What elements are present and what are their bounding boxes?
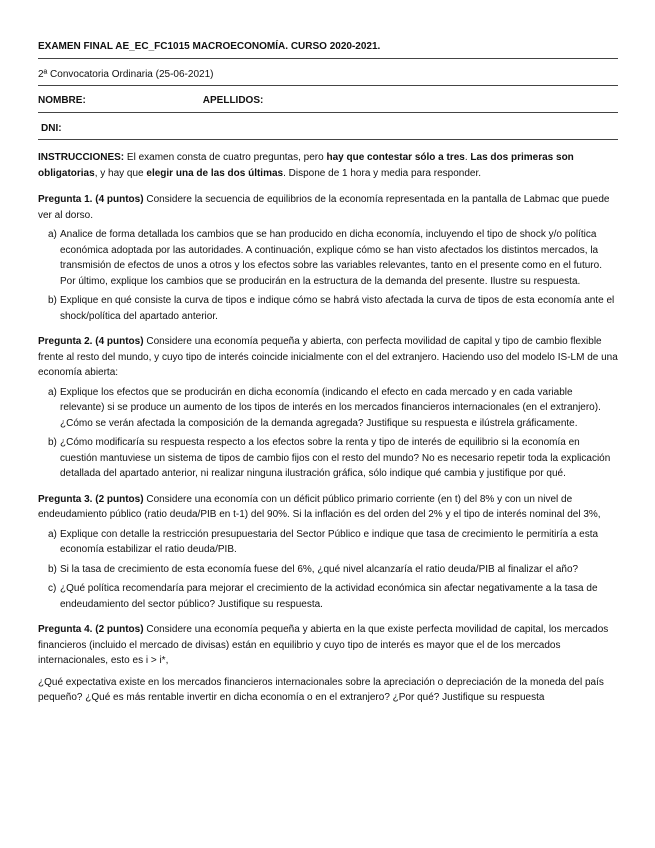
question-1-items <box>38 227 618 324</box>
apellidos-label: APELLIDOS: <box>202 95 264 106</box>
list-item: a) Analice de forma detallada los cambios que se han producido en dicha economía, incluyendo el tipo de shock y/o política económica adoptada por las autoridades. A continuación, explique cómo se han visto afectados los distintos mercados, la transmisión de efectos de unos a otros y los efectos sobre las variables relevantes, tanto en el presente como en el futuro. Por último, explique los cambios que se producirán en la estructura de la demanda del presente. Ilustre su respuesta. <box>48 229 602 287</box>
exam-convocatoria: 2ª Convocatoria Ordinaria (25-06-2021) <box>38 66 618 87</box>
exam-page <box>38 38 618 706</box>
question-1: Pregunta 1. (4 puntos) Considere la secuencia de equilibrios de la economía representada en la pantalla de Labmac que puede ver al dorso. <box>38 194 610 221</box>
question-2: Pregunta 2. (4 puntos) Considere una economía pequeña y abierta, con perfecta movilidad de capital y tipo de cambio flexible frente al resto del mundo, y cuyo tipo de interés coincide inicialmente con el del extranjero. Haciendo uso del modelo IS-LM de una economía abierta: <box>38 336 618 378</box>
question-2-items <box>38 385 618 482</box>
list-item: b) Explique en qué consiste la curva de tipos e indique cómo se habrá visto afectada la curva de tipos de esta economía ante el shock/política del apartado anterior. <box>48 295 615 322</box>
nombre-label: NOMBRE: <box>38 95 86 106</box>
exam-title: EXAMEN FINAL AE_EC_FC1015 MACROECONOMÍA. CURSO 2020-2021. <box>38 38 618 59</box>
list-item: b) ¿Cómo modificaría su respuesta respecto a los efectos sobre la renta y tipo de interés de equilibrio si la economía en cuestión mantuviese un sistema de tipos de cambio fijos con el resto del mundo? No es necesario repetir toda la explicación detallada del apartado anterior, ni realizar ninguna ilustración gráfica, sólo indique qué cambia y justifique por qué. <box>48 437 611 479</box>
question-4-followup: ¿Qué expectativa existe en los mercados financieros internacionales sobre la apreciación o depreciación de la moneda del país pequeño? ¿Qué es más rentable invertir en dicha economía o en el extranjero? ¿Por qué? Justifique su respuesta <box>38 676 604 703</box>
dni-row <box>38 120 618 141</box>
question-3-items <box>38 527 618 613</box>
question-4: Pregunta 4. (2 puntos) Considere una economía pequeña y abierta en la que existe perfecta movilidad de capital, los mercados financieros (incluido el mercado de divisas) están en equilibrio y cuyo tipo de interés es mayor que el de los mercados internacionales, esto es i > i*, <box>38 624 609 666</box>
list-item: c) ¿Qué política recomendaría para mejorar el crecimiento de la actividad económica sin afectar negativamente a la tasa de endeudamiento del sector público? Justifique su respuesta. <box>48 583 598 610</box>
instructions: INSTRUCCIONES: El examen consta de cuatro preguntas, pero hay que contestar sólo a tres. Las dos primeras son obligatorias, y hay que elegir una de las dos últimas. Dispone de 1 hora y media para responder. <box>38 152 574 179</box>
list-item: b) Si la tasa de crecimiento de esta economía fuese del 6%, ¿qué nivel alcanzaría el ratio deuda/PIB al finalizar el año? <box>48 563 579 575</box>
dni-label: DNI: <box>41 122 62 134</box>
list-item: a) Explique con detalle la restricción presupuestaria del Sector Público e indique que tasa de crecimiento le permitiría a esta economía estabilizar el ratio deuda/PIB. <box>48 528 599 555</box>
list-item: a) Explique los efectos que se producirán en dicha economía (indicando el efecto en cada mercado y en cada variable relevante) si se produce un aumento de los tipos de interés en los mercados financieros internacionales (en el extranjero). ¿Cómo se verán afectada la composición de la demanda agregada? Justifique su respuesta e ilústrela gráficamente. <box>48 386 601 429</box>
question-3: Pregunta 3. (2 puntos) Considere una economía con un déficit público primario corriente (en t) del 8% y con un nivel de endeudamiento público (ratio deuda/PIB en t-1) del 90%. Si la inflación es del orden del 2% y el tipo de interés nominal del 3%, <box>38 493 601 520</box>
name-row <box>38 92 618 113</box>
